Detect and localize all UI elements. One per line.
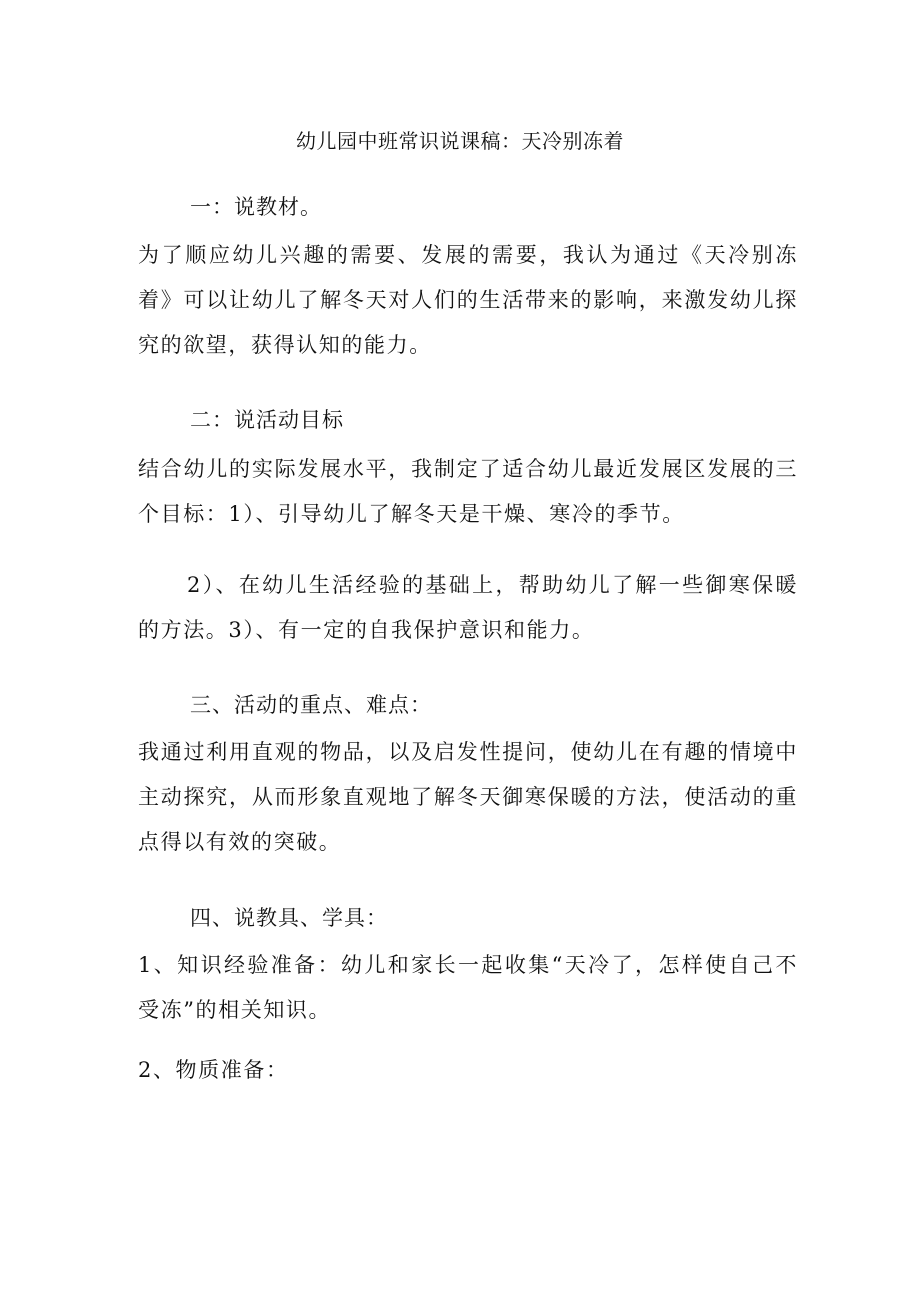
section-heading-goals: 二：说活动目标 (190, 408, 344, 432)
list-item-material-prep: 2、物质准备： (138, 1058, 289, 1082)
section-body-goals-continued: 2）、在幼儿生活经验的基础上，帮助幼儿了解一些御寒保暖的方法。3）、有一定的自我保护意识和能力。 (138, 573, 798, 642)
section-heading-textbook: 一：说教材。 (190, 195, 322, 219)
document-title: 幼儿园中班常识说课稿：天冷别冻着 (296, 129, 624, 153)
section-body-textbook: 为了顺应幼儿兴趣的需要、发展的需要，我认为通过《天冷别冻着》可以让幼儿了解冬天对人们的生活带来的影响，来激发幼儿探究的欲望，获得认知的能力。 (138, 243, 798, 357)
section-heading-key-points: 三、活动的重点、难点： (190, 693, 432, 717)
section-body-key-points: 我通过利用直观的物品，以及启发性提问，使幼儿在有趣的情境中主动探究，从而形象直观地了解冬天御寒保暖的方法，使活动的重点得以有效的突破。 (138, 740, 798, 854)
section-heading-materials: 四、说教具、学具： (190, 906, 388, 930)
section-body-materials: 1、知识经验准备：幼儿和家长一起收集“天冷了，怎样使自己不受冻”的相关知识。 (138, 953, 798, 1022)
section-body-goals: 结合幼儿的实际发展水平，我制定了适合幼儿最近发展区发展的三个目标：1）、引导幼儿了解冬天是干燥、寒冷的季节。 (138, 457, 798, 526)
